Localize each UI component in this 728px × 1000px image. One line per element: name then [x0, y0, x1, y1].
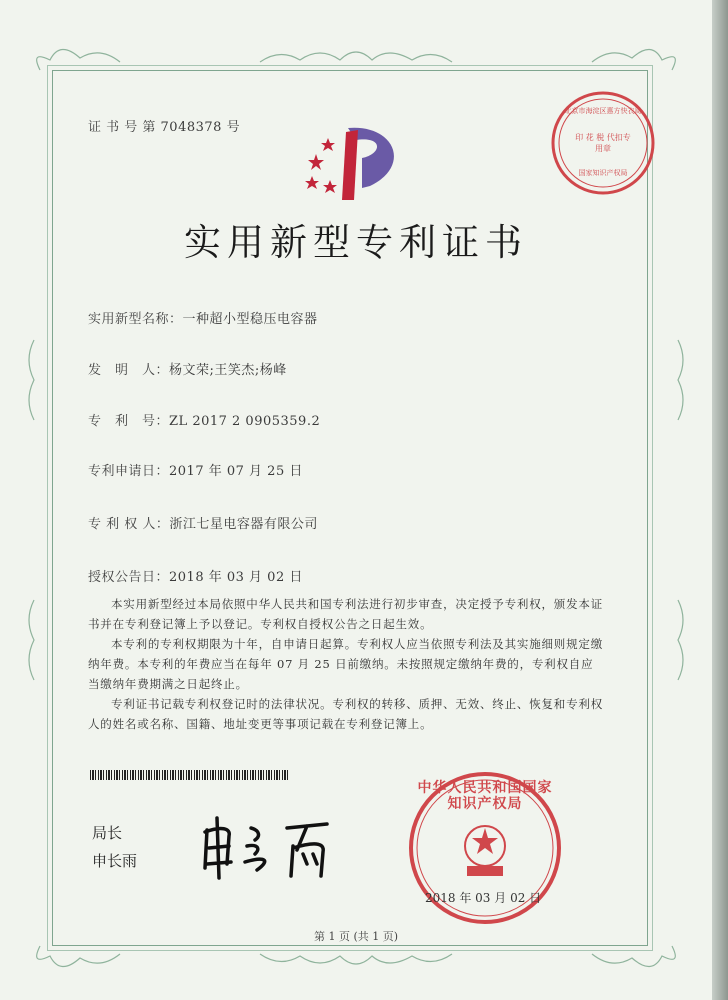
certificate-title: 实用新型专利证书: [184, 221, 528, 264]
page-footer: 第 1 页 (共 1 页): [313, 930, 399, 943]
body-paragraph: 本专利的专利权期限为十年，自申请日起算。专利权人应当依照专利法及其实施细则规定缴纳年费。本专利的年费应当在每年 07 月 25 日前缴纳。未按照规定缴纳年费的，专利权自应当缴纳年费期满之日起终止。: [88, 637, 603, 691]
field-value: 杨文荣;王笑杰;杨峰: [169, 363, 287, 378]
field-label: 专 利 号：: [88, 414, 170, 429]
certificate-number-label: 证 书 号: [88, 120, 138, 135]
body-paragraph: 本实用新型经过本局依照中华人民共和国专利法进行初步审查，决定授予专利权，颁发本证书并在专利登记簿上予以登记。专利权自授权公告之日起生效。: [88, 597, 603, 631]
certificate-number: [88, 116, 240, 135]
field-value: 2018 年 03 月 02 日: [169, 570, 303, 585]
page-edge: [712, 0, 728, 1000]
field-inventors: [88, 359, 287, 378]
field-patent-number: [88, 410, 320, 429]
seal-top-text: 北京市海淀区惠方快衣局: [564, 107, 642, 115]
field-label: 实用新型名称：: [88, 312, 183, 327]
field-value: 一种超小型稳压电容器: [182, 312, 318, 327]
patent-office-emblem: [300, 118, 410, 202]
seal-large-text: 中华人民共和国国家知识产权局: [417, 780, 553, 812]
field-value: 2017 年 07 月 25 日: [169, 464, 303, 479]
certificate-number-value: 第 7048378 号: [142, 120, 241, 135]
field-grant-date: [88, 566, 303, 585]
field-label: 授权公告日：: [88, 570, 170, 585]
field-patentee: [88, 513, 318, 532]
field-label: 专利申请日：: [88, 464, 170, 479]
seal-bottom-text: 国家知识产权局: [578, 169, 628, 177]
body-paragraph: 专利证书记载专利权登记时的法律状况。专利权的转移、质押、无效、终止、恢复和专利权人的姓名或名称、国籍、地址变更等事项记载在专利登记簿上。: [88, 697, 603, 731]
stamp-duty-seal: [548, 88, 658, 198]
barcode: [90, 770, 290, 780]
field-utility-model-name: [88, 308, 318, 327]
seal-date: 2018 年 03 月 02 日: [425, 891, 542, 905]
field-label: 发 明 人：: [88, 363, 170, 378]
field-value: 浙江七星电容器有限公司: [169, 517, 318, 532]
certificate-body: [88, 594, 603, 734]
handwritten-signature: [195, 810, 355, 882]
field-label: 专 利 权 人：: [88, 517, 170, 532]
seal-center-text: 印 花 税 代扣专用章: [575, 133, 631, 153]
signer-role: 局长: [92, 824, 123, 842]
field-application-date: [88, 460, 303, 479]
field-value: ZL 2017 2 0905359.2: [169, 414, 321, 429]
signer-name: 申长雨: [92, 852, 138, 870]
